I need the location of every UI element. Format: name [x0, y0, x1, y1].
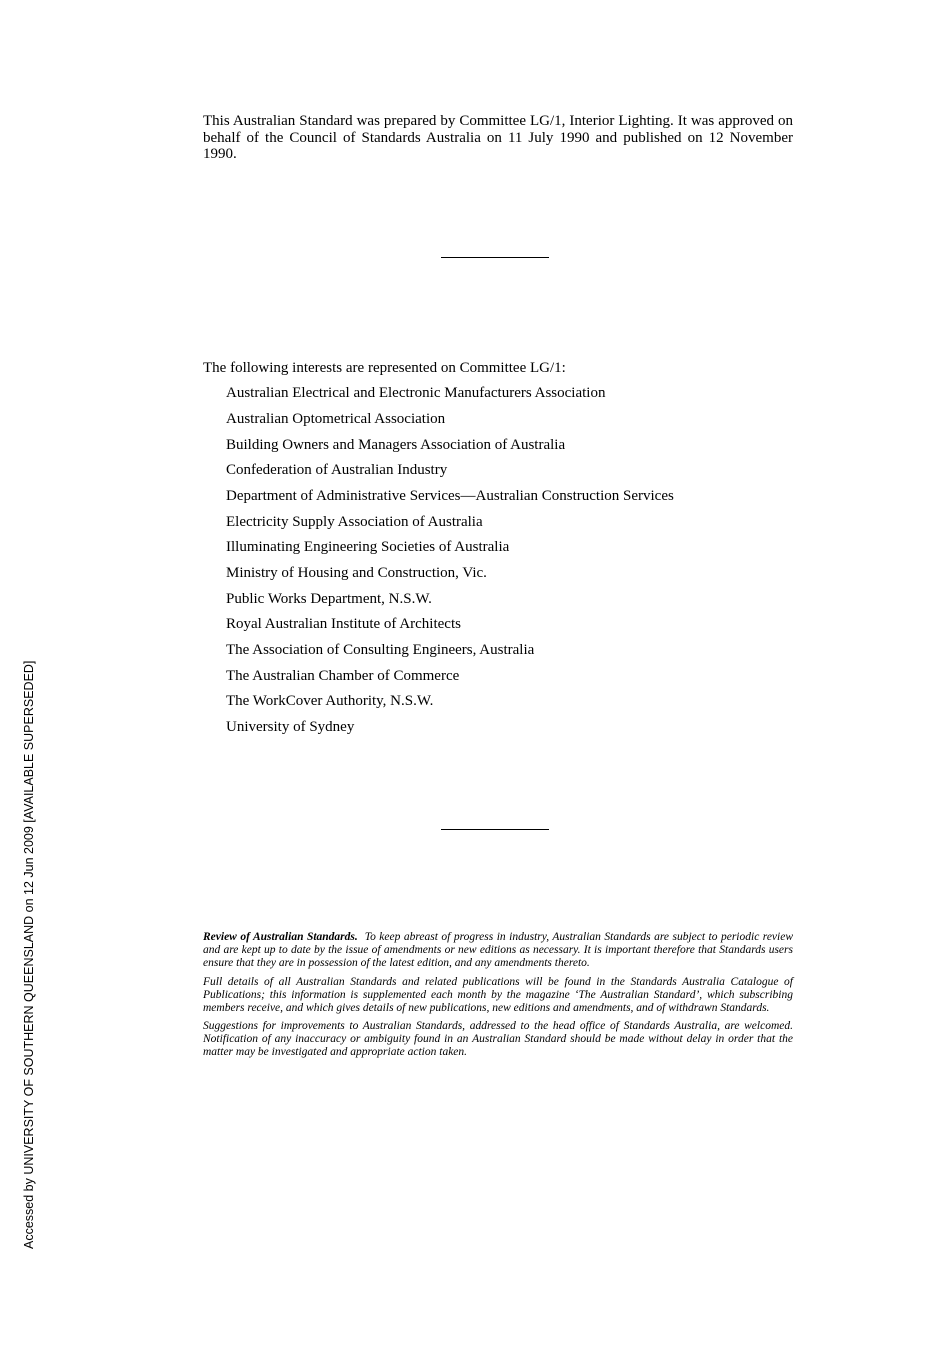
divider-rule — [441, 829, 549, 830]
review-text: To keep abreast of progress in industry, Australian Standards are subject to periodic review and are kept up to date by the issue of amendments or new editions as necessary. It is important therefore that Standards users ensure that they are in possession of the latest edition, and any amendments thereto. — [203, 931, 794, 969]
access-stamp: Accessed by UNIVERSITY OF SOUTHERN QUEENSLAND on 12 Jun 2009 [AVAILABLE SUPERSEDED] — [22, 660, 36, 1249]
committee-member: Public Works Department, N.S.W. — [226, 591, 432, 607]
committee-member: Building Owners and Managers Association of Australia — [226, 437, 566, 453]
committee-member: Australian Optometrical Association — [226, 411, 446, 427]
committee-member: The Association of Consulting Engineers, Australia — [226, 642, 535, 658]
review-paragraph: Suggestions for improvements to Australian Standards, addressed to the head office of Standards Australia, are welcomed. Notification of any inaccuracy or ambiguity found in an Australian Standard should be made without delay in order that the matter may be investigated and appropriate action taken. — [203, 1020, 793, 1059]
review-paragraph: Full details of all Australian Standards and related publications will be found in the Standards Australia Catalogue of Publications; this information is supplemented each month by the magazine ‘The Australian Standard’, which subscribing members receive, and which gives details of new publications, new editions and amendments, and of withdrawn Standards. — [203, 975, 793, 1014]
committee-member: Ministry of Housing and Construction, Vic. — [226, 565, 487, 581]
committee-member: The WorkCover Authority, N.S.W. — [226, 693, 434, 709]
committee-member: The Australian Chamber of Commerce — [226, 668, 460, 684]
review-heading: Review of Australian Standards. — [203, 931, 358, 943]
committee-intro: The following interests are represented on Committee LG/1: — [203, 360, 566, 376]
committee-member: Royal Australian Institute of Architects — [226, 616, 461, 632]
committee-member: University of Sydney — [226, 719, 355, 735]
committee-member: Australian Electrical and Electronic Manufacturers Association — [226, 385, 606, 401]
committee-member: Confederation of Australian Industry — [226, 462, 448, 478]
preparation-note: This Australian Standard was prepared by Committee LG/1, Interior Lighting. It was approved on behalf of the Council of Standards Australia on 11 July 1990 and published on 12 November 1990. — [203, 113, 793, 162]
review-notice — [203, 931, 793, 1065]
committee-member: Illuminating Engineering Societies of Australia — [226, 539, 510, 555]
committee-section — [203, 358, 803, 735]
review-paragraph — [203, 931, 793, 970]
divider-rule — [441, 257, 549, 258]
committee-member: Department of Administrative Services—Australian Construction Services — [226, 488, 674, 504]
committee-member: Electricity Supply Association of Australia — [226, 514, 483, 530]
